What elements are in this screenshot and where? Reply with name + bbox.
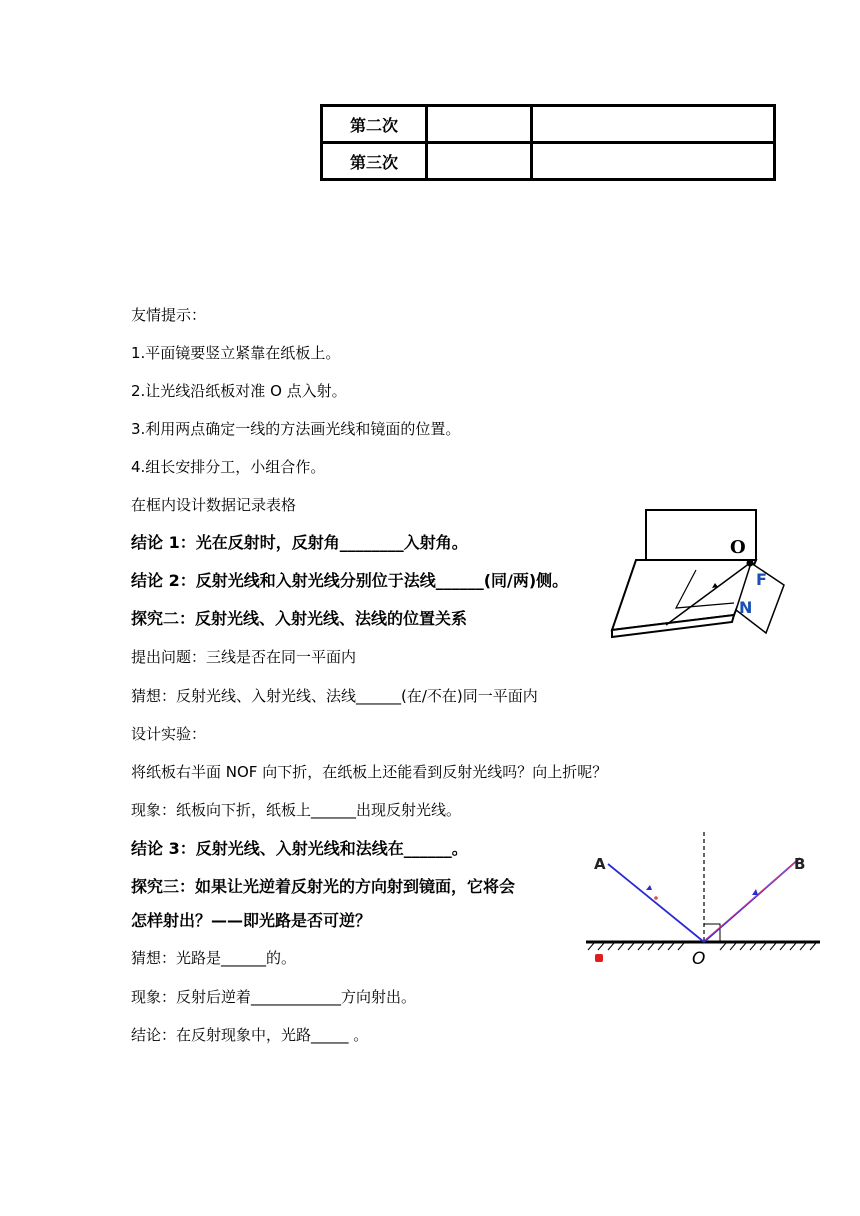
- design-heading: 设计实验：: [131, 725, 207, 743]
- instruction-text: 在框内设计数据记录表格: [131, 496, 297, 514]
- board-mirror-figure: [606, 505, 788, 640]
- tip-item: 1.平面镜要竖立紧靠在纸板上。: [131, 344, 341, 362]
- label-b: B: [794, 855, 806, 873]
- arrow-reflected: [752, 889, 758, 895]
- reverse-ray-overlay: [705, 860, 798, 940]
- section-heading-3: 探究三：如果让光逆着反射光的方向射到镜面，它将会: [131, 877, 516, 896]
- label-o: O: [692, 949, 706, 968]
- table-row: [322, 106, 775, 143]
- paper-board: [612, 560, 756, 630]
- arrow-incident: [646, 885, 652, 890]
- incident-ray-ao: [608, 864, 704, 942]
- label-n: N: [739, 598, 753, 617]
- row-label: 第二次: [322, 106, 427, 143]
- label-o: O: [730, 537, 746, 558]
- point-o: [747, 560, 754, 567]
- table-cell: [427, 106, 532, 143]
- row-label: 第三次: [322, 143, 427, 180]
- conclusion-1: 结论 1：光在反射时，反射角________入射角。: [131, 533, 468, 552]
- tip-item: 2.让光线沿纸板对准 O 点入射。: [131, 382, 347, 400]
- conclusion-3: 结论 3：反射光线、入射光线和法线在______。: [131, 839, 468, 858]
- conclusion-4: 结论：在反射现象中，光路_____ 。: [131, 1026, 369, 1044]
- reflection-diagram: [586, 828, 826, 968]
- marker-dot: [654, 896, 658, 900]
- table-row: [322, 143, 775, 180]
- conclusion-2: 结论 2：反射光线和入射光线分别位于法线______(同/两)侧。: [131, 571, 569, 590]
- phenomenon-text-2: 现象：反射后逆着____________方向射出。: [131, 988, 417, 1006]
- question-text: 提出问题：三线是否在同一平面内: [131, 648, 357, 666]
- table-cell: [532, 143, 775, 180]
- hypothesis-text: 猜想：反射光线、入射光线、法线______(在/不在)同一平面内: [131, 687, 538, 705]
- record-table: [320, 104, 776, 181]
- tip-item: 3.利用两点确定一线的方法画光线和镜面的位置。: [131, 420, 461, 438]
- phenomenon-text: 现象：纸板向下折，纸板上______出现反射光线。: [131, 801, 462, 819]
- label-f: F: [756, 570, 767, 589]
- section-heading-2: 探究二：反射光线、入射光线、法线的位置关系: [131, 609, 468, 628]
- tips-heading: 友情提示：: [131, 306, 207, 324]
- hypothesis-text-2: 猜想：光路是______的。: [131, 949, 297, 967]
- table-cell: [532, 106, 775, 143]
- tip-item: 4.组长安排分工，小组合作。: [131, 458, 326, 476]
- experiment-text: 将纸板右半面 NOF 向下折，在纸板上还能看到反射光线吗？向上折呢？: [131, 763, 608, 781]
- table-cell: [427, 143, 532, 180]
- label-a: A: [594, 855, 606, 873]
- section-heading-3-cont: 怎样射出？——即光路是否可逆？: [131, 911, 372, 930]
- red-marker: [595, 954, 603, 962]
